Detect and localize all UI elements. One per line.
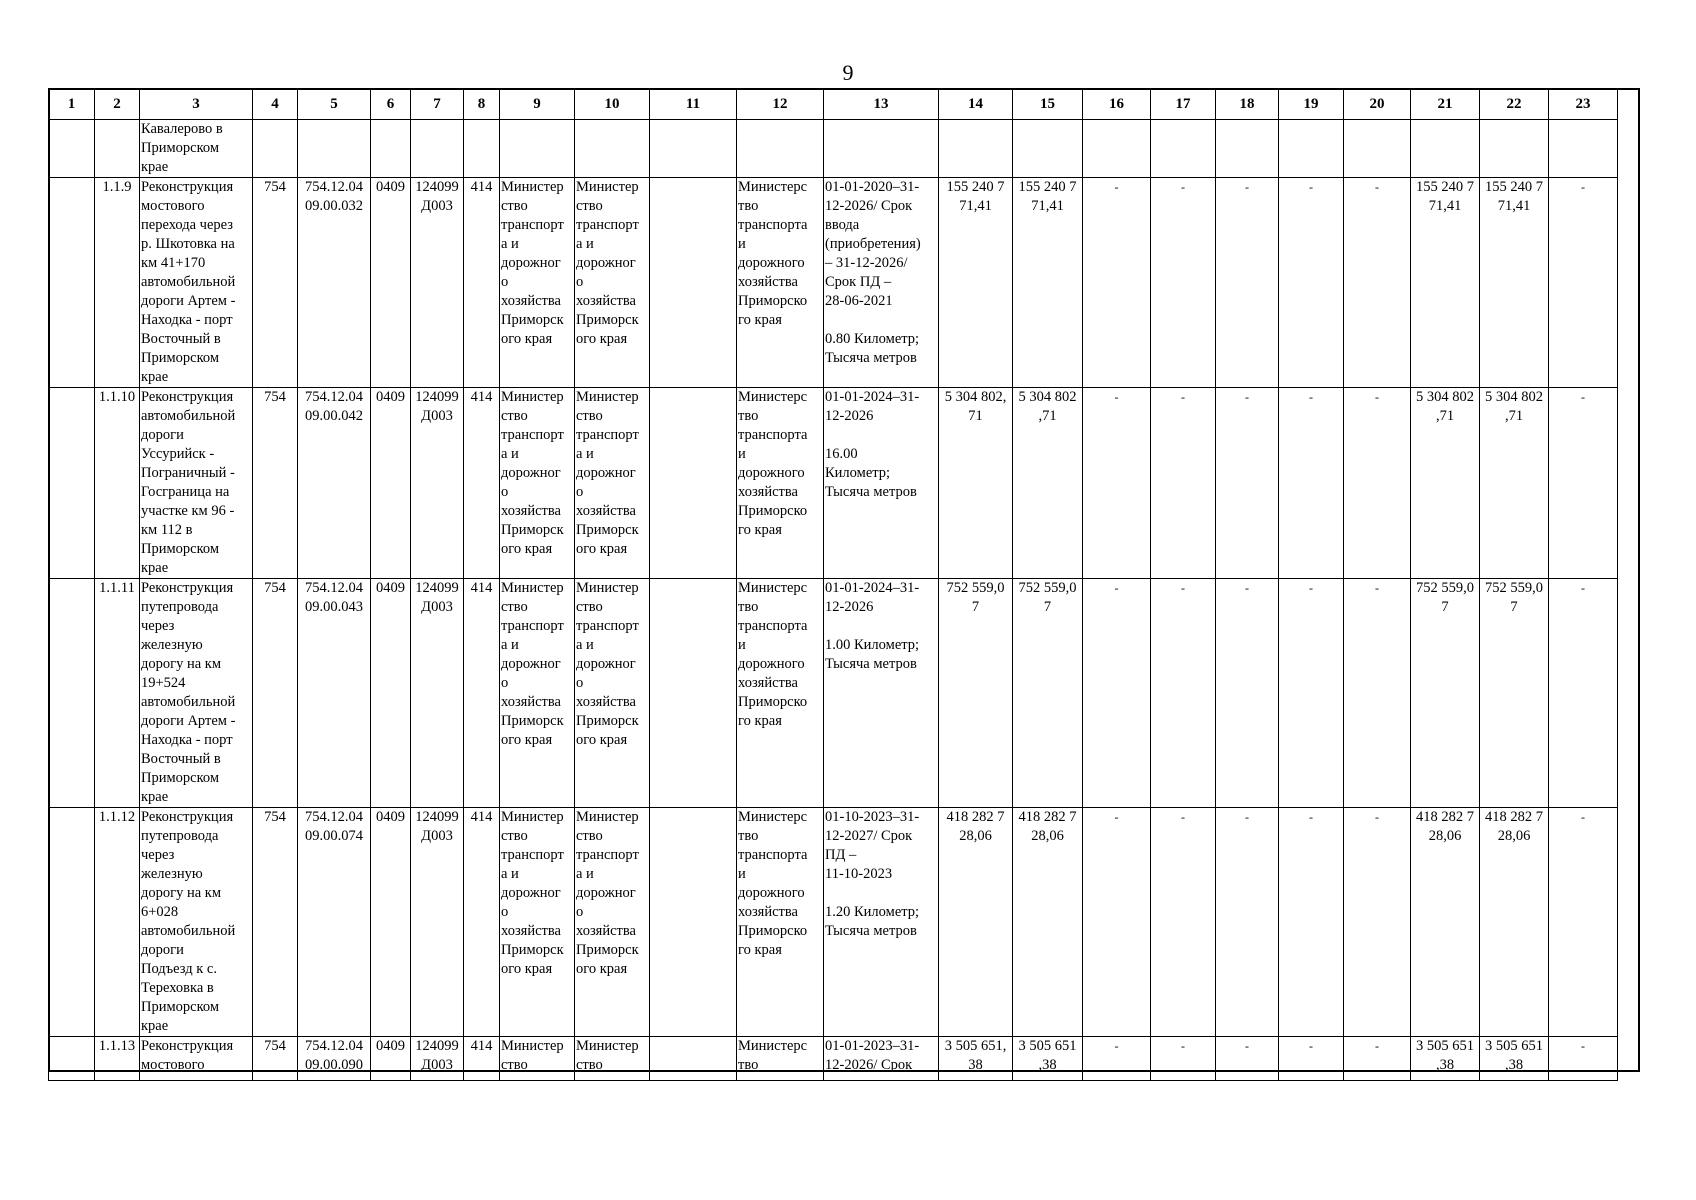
cell-c9: Министер ство транспорт а и дорожног о хозяйства Приморск ого края (500, 178, 575, 388)
table-row (49, 178, 1618, 388)
column-header-11: 11 (650, 89, 737, 120)
cell-name: Реконструкция мостового (140, 1037, 253, 1081)
cell-c11 (650, 388, 737, 579)
cell-c19: - (1279, 178, 1344, 388)
table-row (49, 388, 1618, 579)
cell-c4: 754 (253, 1037, 298, 1081)
cell-c10: Министер ство транспорт а и дорожног о хозяйства Приморск ого края (575, 579, 650, 808)
cell-c14: 3 505 651, 38 (939, 1037, 1013, 1081)
column-header-8: 8 (464, 89, 500, 120)
column-header-22: 22 (1480, 89, 1549, 120)
cell-c4: 754 (253, 808, 298, 1037)
cell-c15: 418 282 7 28,06 (1013, 808, 1083, 1037)
cell-num: 1.1.9 (95, 178, 140, 388)
cell-c20: - (1344, 178, 1411, 388)
column-header-4: 4 (253, 89, 298, 120)
cell-c21: 3 505 651 ,38 (1411, 1037, 1480, 1081)
cell-c11 (650, 579, 737, 808)
column-header-20: 20 (1344, 89, 1411, 120)
table-row (49, 808, 1618, 1037)
cell-c15: 752 559,0 7 (1013, 579, 1083, 808)
cell-c4 (253, 120, 298, 178)
cell-c5: 754.12.04 09.00.074 (298, 808, 371, 1037)
cell-c23: - (1549, 808, 1618, 1037)
cell-c21: 155 240 7 71,41 (1411, 178, 1480, 388)
column-header-12: 12 (737, 89, 824, 120)
cell-c9: Министер ство транспорт а и дорожног о хозяйства Приморск ого края (500, 808, 575, 1037)
cell-c8: 414 (464, 1037, 500, 1081)
cell-c13: 01-01-2024–31- 12-2026 16.00 Километр; Тысяча метров (824, 388, 939, 579)
cell-c6: 0409 (371, 1037, 411, 1081)
cell-c11 (650, 120, 737, 178)
cell-col1 (49, 120, 95, 178)
column-header-9: 9 (500, 89, 575, 120)
cell-c10: Министер ство транспорт а и дорожног о хозяйства Приморск ого края (575, 178, 650, 388)
cell-c22: 155 240 7 71,41 (1480, 178, 1549, 388)
cell-c18: - (1216, 1037, 1279, 1081)
cell-c7: 124099 Д003 (411, 579, 464, 808)
cell-c20: - (1344, 1037, 1411, 1081)
cell-c22: 5 304 802 ,71 (1480, 388, 1549, 579)
cell-c20: - (1344, 808, 1411, 1037)
cell-c23: - (1549, 1037, 1618, 1081)
cell-c10: Министер ство транспорт а и дорожног о хозяйства Приморск ого края (575, 388, 650, 579)
cell-name: Реконструкция мостового перехода через р. Шкотовка на км 41+170 автомобильной дороги Артем - Находка - порт Восточный в Приморском крае (140, 178, 253, 388)
cell-c13: 01-01-2020–31- 12-2026/ Срок ввода (приобретения) – 31-12-2026/ Срок ПД – 28-06-2021 0.80 Километр; Тысяча метров (824, 178, 939, 388)
cell-num: 1.1.13 (95, 1037, 140, 1081)
cell-c9 (500, 120, 575, 178)
cell-c15: 5 304 802 ,71 (1013, 388, 1083, 579)
cell-c8: 414 (464, 178, 500, 388)
cell-num: 1.1.11 (95, 579, 140, 808)
cell-c5: 754.12.04 09.00.032 (298, 178, 371, 388)
header-row (49, 89, 1618, 120)
cell-c16: - (1083, 579, 1151, 808)
cell-c4: 754 (253, 579, 298, 808)
cell-c22: 752 559,0 7 (1480, 579, 1549, 808)
cell-c5 (298, 120, 371, 178)
cell-c11 (650, 1037, 737, 1081)
cell-col1 (49, 388, 95, 579)
cell-c13: 01-01-2024–31- 12-2026 1.00 Километр; Тысяча метров (824, 579, 939, 808)
cell-c17: - (1151, 808, 1216, 1037)
cell-name: Реконструкция путепровода через железную дорогу на км 6+028 автомобильной дороги Подъезд к с. Тереховка в Приморском крае (140, 808, 253, 1037)
cell-name: Реконструкция автомобильной дороги Уссурийск - Пограничный - Госграница на участке км 96 - км 112 в Приморском крае (140, 388, 253, 579)
cell-c22: 418 282 7 28,06 (1480, 808, 1549, 1037)
cell-c9: Министер ство транспорт а и дорожног о хозяйства Приморск ого края (500, 388, 575, 579)
cell-c14: 752 559,0 7 (939, 579, 1013, 808)
cell-c4: 754 (253, 178, 298, 388)
cell-c23 (1549, 120, 1618, 178)
cell-c19 (1279, 120, 1344, 178)
column-header-5: 5 (298, 89, 371, 120)
cell-c12: Министерс тво (737, 1037, 824, 1081)
column-header-18: 18 (1216, 89, 1279, 120)
cell-c7: 124099 Д003 (411, 388, 464, 579)
cell-c8: 414 (464, 388, 500, 579)
cell-c13: 01-01-2023–31- 12-2026/ Срок (824, 1037, 939, 1081)
cell-c9: Министер ство (500, 1037, 575, 1081)
cell-c7 (411, 120, 464, 178)
cell-c6: 0409 (371, 579, 411, 808)
cell-c21: 418 282 7 28,06 (1411, 808, 1480, 1037)
cell-c8 (464, 120, 500, 178)
cell-c16: - (1083, 388, 1151, 579)
cell-c18: - (1216, 388, 1279, 579)
cell-c14: 155 240 7 71,41 (939, 178, 1013, 388)
cell-c5: 754.12.04 09.00.042 (298, 388, 371, 579)
cell-c12: Министерс тво транспорта и дорожного хозяйства Приморско го края (737, 388, 824, 579)
cell-c16: - (1083, 1037, 1151, 1081)
table-row (49, 120, 1618, 178)
column-header-1: 1 (49, 89, 95, 120)
cell-c11 (650, 178, 737, 388)
column-header-2: 2 (95, 89, 140, 120)
cell-c16: - (1083, 808, 1151, 1037)
cell-c8: 414 (464, 808, 500, 1037)
cell-c15: 155 240 7 71,41 (1013, 178, 1083, 388)
cell-c14 (939, 120, 1013, 178)
cell-c17: - (1151, 579, 1216, 808)
cell-col1 (49, 808, 95, 1037)
cell-c13 (824, 120, 939, 178)
cell-c12: Министерс тво транспорта и дорожного хозяйства Приморско го края (737, 178, 824, 388)
cell-c12: Министерс тво транспорта и дорожного хозяйства Приморско го края (737, 808, 824, 1037)
cell-c13: 01-10-2023–31- 12-2027/ Срок ПД – 11-10-2023 1.20 Километр; Тысяча метров (824, 808, 939, 1037)
cell-col1 (49, 579, 95, 808)
cell-c4: 754 (253, 388, 298, 579)
cell-c18: - (1216, 579, 1279, 808)
cell-c20: - (1344, 579, 1411, 808)
cell-c7: 124099 Д003 (411, 808, 464, 1037)
column-header-14: 14 (939, 89, 1013, 120)
table-row (49, 1037, 1618, 1081)
cell-c23: - (1549, 579, 1618, 808)
cell-c20: - (1344, 388, 1411, 579)
cell-num (95, 120, 140, 178)
cell-c17: - (1151, 388, 1216, 579)
cell-c22: 3 505 651 ,38 (1480, 1037, 1549, 1081)
cell-c23: - (1549, 178, 1618, 388)
cell-num: 1.1.10 (95, 388, 140, 579)
column-header-23: 23 (1549, 89, 1618, 120)
column-header-3: 3 (140, 89, 253, 120)
cell-c8: 414 (464, 579, 500, 808)
column-header-7: 7 (411, 89, 464, 120)
cell-c19: - (1279, 388, 1344, 579)
cell-c19: - (1279, 579, 1344, 808)
cell-c23: - (1549, 388, 1618, 579)
cell-c14: 418 282 7 28,06 (939, 808, 1013, 1037)
cell-c9: Министер ство транспорт а и дорожног о хозяйства Приморск ого края (500, 579, 575, 808)
cell-c7: 124099 Д003 (411, 1037, 464, 1081)
cell-c21: 752 559,0 7 (1411, 579, 1480, 808)
cell-c15: 3 505 651 ,38 (1013, 1037, 1083, 1081)
cell-c5: 754.12.04 09.00.043 (298, 579, 371, 808)
cell-c16: - (1083, 178, 1151, 388)
data-table (48, 88, 1618, 1081)
page-number: 9 (842, 60, 854, 85)
cell-c21 (1411, 120, 1480, 178)
cell-c18: - (1216, 178, 1279, 388)
cell-num: 1.1.12 (95, 808, 140, 1037)
cell-c6: 0409 (371, 808, 411, 1037)
cell-c17: - (1151, 1037, 1216, 1081)
cell-c14: 5 304 802, 71 (939, 388, 1013, 579)
cell-c11 (650, 808, 737, 1037)
cell-c12: Министерс тво транспорта и дорожного хозяйства Приморско го края (737, 579, 824, 808)
cell-c10 (575, 120, 650, 178)
cell-c12 (737, 120, 824, 178)
cell-name: Реконструкция путепровода через железную дорогу на км 19+524 автомобильной дороги Артем - Находка - порт Восточный в Приморском крае (140, 579, 253, 808)
cell-c16 (1083, 120, 1151, 178)
cell-c20 (1344, 120, 1411, 178)
cell-c6 (371, 120, 411, 178)
table-row (49, 579, 1618, 808)
cell-col1 (49, 178, 95, 388)
cell-c10: Министер ство (575, 1037, 650, 1081)
cell-c10: Министер ство транспорт а и дорожног о хозяйства Приморск ого края (575, 808, 650, 1037)
cell-c19: - (1279, 1037, 1344, 1081)
cell-c22 (1480, 120, 1549, 178)
column-header-19: 19 (1279, 89, 1344, 120)
cell-c18: - (1216, 808, 1279, 1037)
column-header-17: 17 (1151, 89, 1216, 120)
column-header-6: 6 (371, 89, 411, 120)
column-header-15: 15 (1013, 89, 1083, 120)
cell-c18 (1216, 120, 1279, 178)
cell-c5: 754.12.04 09.00.090 (298, 1037, 371, 1081)
cell-c7: 124099 Д003 (411, 178, 464, 388)
cell-c19: - (1279, 808, 1344, 1037)
cell-c6: 0409 (371, 178, 411, 388)
table-body (49, 89, 1618, 1081)
column-header-21: 21 (1411, 89, 1480, 120)
column-header-16: 16 (1083, 89, 1151, 120)
cell-col1 (49, 1037, 95, 1081)
column-header-13: 13 (824, 89, 939, 120)
cell-c6: 0409 (371, 388, 411, 579)
column-header-10: 10 (575, 89, 650, 120)
cell-c17: - (1151, 178, 1216, 388)
cell-c15 (1013, 120, 1083, 178)
cell-c21: 5 304 802 ,71 (1411, 388, 1480, 579)
cell-name: Кавалерово в Приморском крае (140, 120, 253, 178)
cell-c17 (1151, 120, 1216, 178)
